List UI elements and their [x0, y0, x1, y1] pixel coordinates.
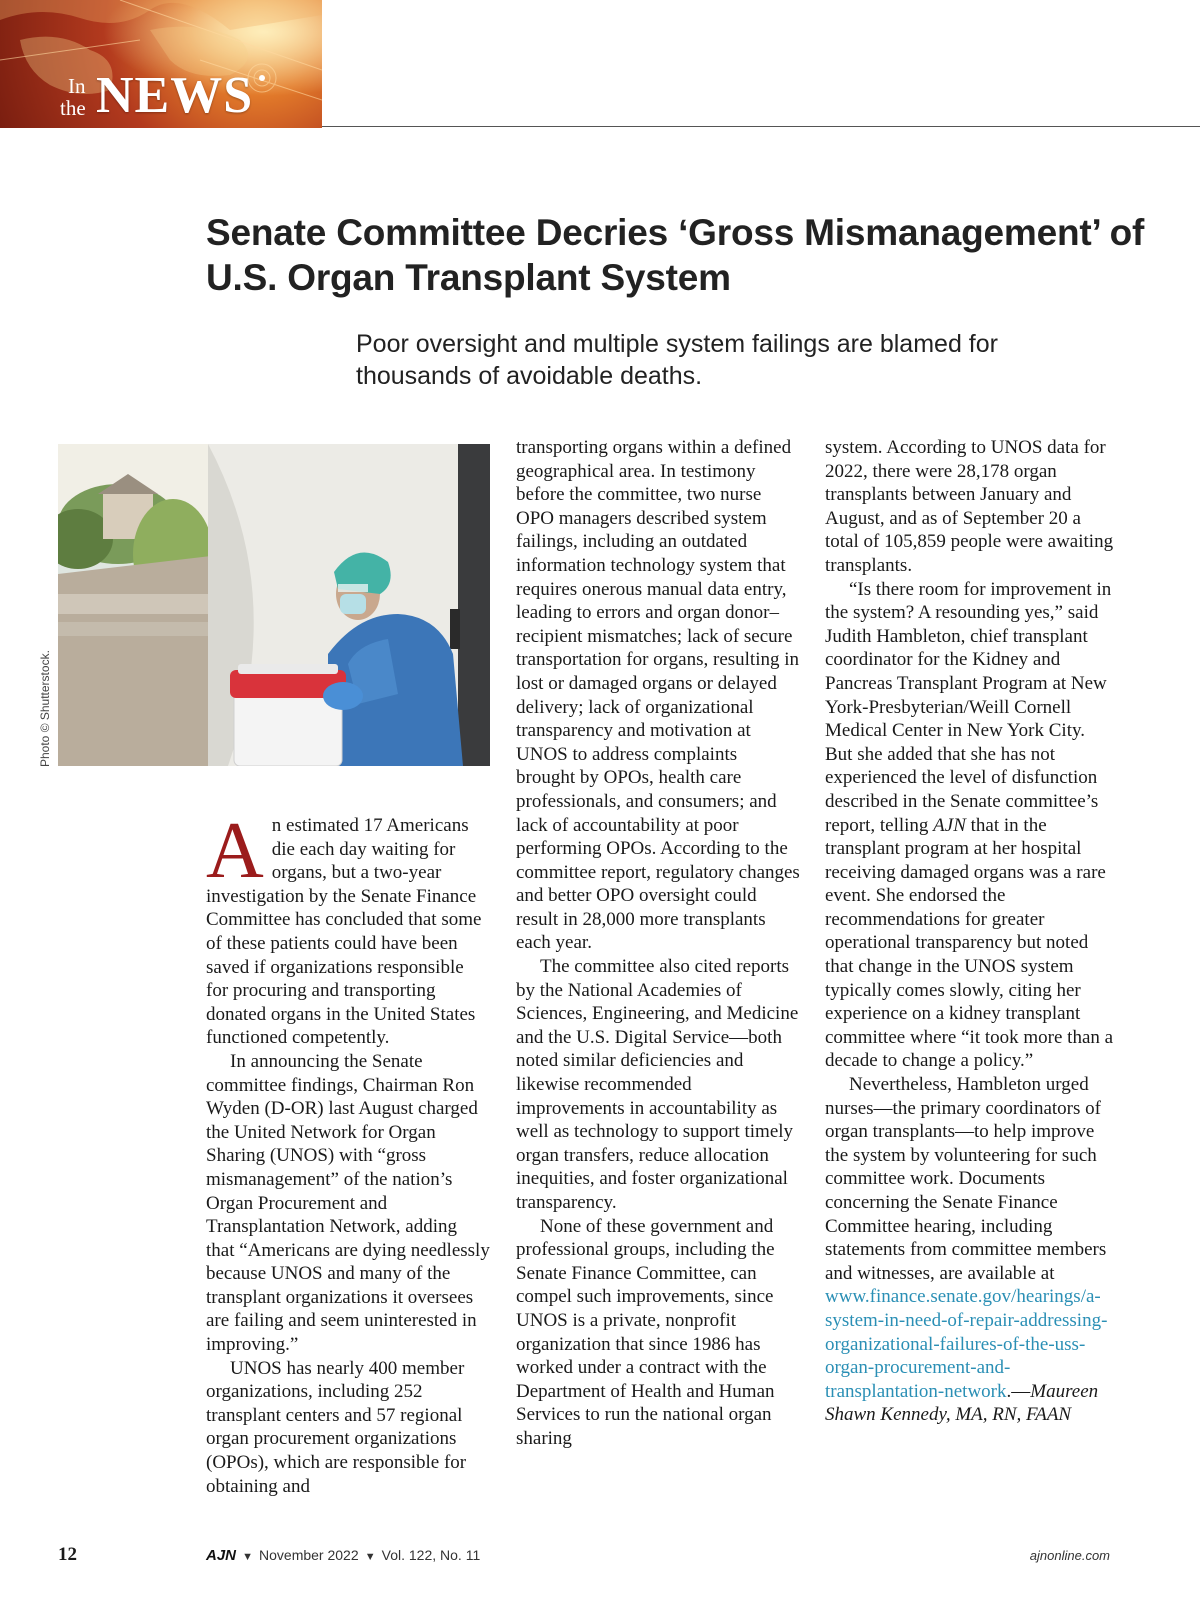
page-number: 12	[58, 1544, 77, 1565]
issue-date: November 2022	[259, 1547, 359, 1563]
journal-name-italic: AJN	[933, 814, 966, 836]
article-photo	[58, 444, 490, 766]
website-url[interactable]: ajnonline.com	[1029, 1548, 1110, 1563]
header-rule	[322, 126, 1200, 127]
article-column-1	[206, 807, 490, 1498]
paragraph	[825, 1073, 1115, 1427]
triangle-separator-icon: ▼	[239, 1551, 257, 1563]
paragraph-text: “Is there room for improvement in the system? A resounding yes,” said Judith Hambleton, chief transplant coordinator for the Kidney and Pancreas Transplant Program at New York-Presbyterian/Weill Cornell Medical Center in New York City. But she added that she has not experienced the level of disfunction described in the Senate committee’s report, telling	[825, 578, 1112, 836]
article-deck: Poor oversight and multiple system failings are blamed for thousands of avoidable deaths.	[356, 330, 998, 390]
paragraph-text: that in the transplant program at her hospital receiving damaged organs was a rare event. She endorsed the recommendations for greater operational transparency but noted that change in the UNOS system typically comes slowly, citing her experience on a kidney transplant committee where “it took more than a decade to change a policy.”	[825, 814, 1114, 1072]
paragraph: The committee also cited reports by the National Academies of Sciences, Engineering, and Medicine and the U.S. Digital Service—both noted similar deficiencies and likewise recommended improvements in accountability as well as technology to support timely organ transfers, reduce allocation inequities, and foster organizational transparency.	[516, 956, 799, 1213]
paragraph	[206, 807, 490, 1050]
paragraph: transporting organs within a defined geographical area. In testimony before the committee, two nurse OPO managers described system failings, including an outdated information technology system that requires onerous manual data entry, leading to errors and organ donor–recipient mismatches; lack of secure transportation for organs, resulting in lost or damaged organs or delayed delivery; lack of organizational transparency and motivation at UNOS to address complaints brought by OPOs, health care professionals, and consumers; and lack of accountability at poor performing OPOs. According to the committee report, regulatory changes and better OPO oversight could result in 28,000 more transplants each year.	[516, 437, 800, 954]
article-headline: Senate Committee Decries ‘Gross Mismanagement’ of U.S. Organ Transplant System	[206, 212, 1145, 298]
banner-label-news: NEWS	[96, 67, 254, 124]
photo-credit: Photo © Shutterstock.	[38, 650, 52, 767]
article-column-2	[516, 436, 800, 1451]
nurse-with-organ-cooler-illustration	[58, 444, 490, 766]
paragraph: In announcing the Senate committee findings, Chairman Ron Wyden (D-OR) last August charged the United Network for Organ Sharing (UNOS) with “gross mismanagement” of the nation’s Organ Procurement and Transplantation Network, adding that “Americans are dying needlessly because UNOS and many of the transplant organizations it oversees are failing and seem uninterested in improving.”	[206, 1050, 490, 1356]
banner-label-in: In	[68, 74, 86, 98]
paragraph: system. According to UNOS data for 2022, there were 28,178 organ transplants between January and August, and as of September 20 a total of 105,859 people were awaiting transplants.	[825, 437, 1114, 576]
article-column-3	[825, 436, 1115, 1427]
paragraph-text: n estimated 17 Americans die each day waiting for organs, but a two-year investigation by the Senate Finance Committee has concluded that some of these patients could have been saved if organizations responsible for procuring and transporting donated organs in the United States functioned competently.	[206, 815, 482, 1049]
paragraph-text: Nevertheless, Hambleton urged nurses—the primary coordinators of organ transplants—to help improve the system by volunteering for such committee work. Documents concerning the Senate Finance Committee hearing, including statements from committee members and witnesses, are available at	[825, 1074, 1107, 1284]
journal-info	[206, 1547, 480, 1564]
volume-number: Vol. 122, No. 11	[381, 1547, 481, 1563]
hearing-documents-link[interactable]: www.finance.senate.gov/hearings/a-system-in-need-of-repair-addressing-organizational-failures-of-the-uss-organ-procurement-and-transplantation-network	[825, 1286, 1108, 1402]
paragraph: None of these government and professional groups, including the Senate Finance Committee, can compel such improvements, since UNOS is a private, nonprofit organization that since 1986 has worked under a contract with the Department of Health and Human Services to run the national organ sharing	[516, 1215, 775, 1449]
in-the-news-banner	[0, 0, 322, 128]
banner-label-the: the	[60, 96, 86, 120]
journal-name: AJN	[206, 1547, 237, 1564]
drop-cap: A	[206, 807, 264, 895]
author-signature: Maureen Shawn Kennedy, MA, RN, FAAN	[825, 1380, 1099, 1426]
paragraph: UNOS has nearly 400 member organizations, including 252 transplant centers and 57 regional organ procurement organizations (OPOs), which are responsible for obtaining and	[206, 1357, 467, 1497]
triangle-separator-icon: ▼	[361, 1551, 379, 1563]
paragraph-text: .—	[1006, 1380, 1031, 1402]
paragraph	[825, 578, 1115, 1073]
